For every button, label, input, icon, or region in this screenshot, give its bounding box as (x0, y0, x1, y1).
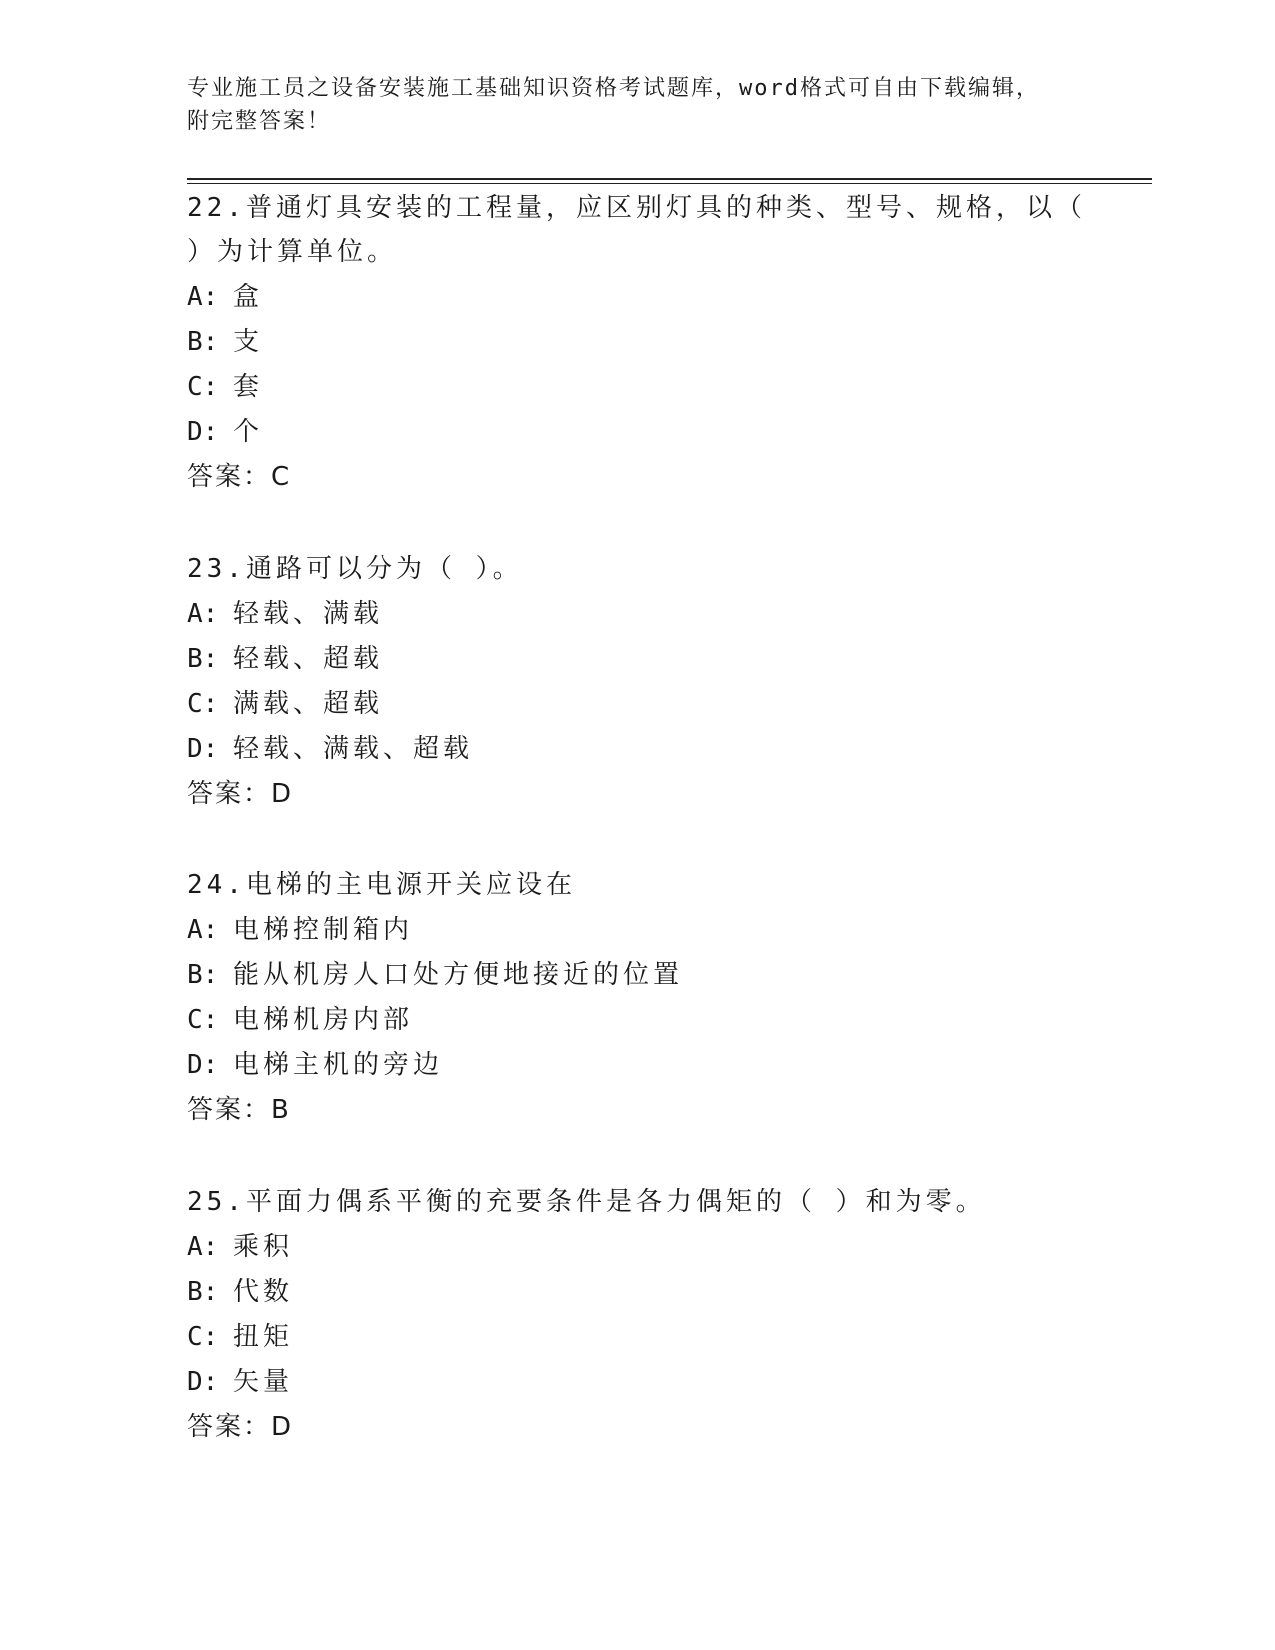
option-b (187, 1275, 293, 1309)
option-letter: C: (187, 689, 219, 719)
option-letter: D: (187, 1367, 219, 1397)
option-text: 能从机房人口处方便地接近的位置 (233, 960, 684, 990)
option-d (187, 1365, 293, 1399)
option-letter: D: (187, 1050, 219, 1080)
option-letter: A: (187, 915, 219, 945)
option-text: 轻载、超载 (233, 644, 384, 674)
option-a (187, 280, 263, 314)
option-letter: C: (187, 1322, 219, 1352)
answer-label: 答案：B (187, 1095, 291, 1125)
option-c (187, 687, 383, 721)
option-text: 套 (233, 372, 264, 402)
option-d (187, 1048, 443, 1082)
option-text: 轻载、满载、超载 (233, 734, 474, 764)
option-text: 电梯机房内部 (233, 1005, 414, 1035)
question-stem: 22.普通灯具安装的工程量，应区别灯具的种类、型号、规格，以（ (187, 193, 1086, 223)
option-letter: B: (187, 1277, 219, 1307)
option-text: 乘积 (233, 1232, 294, 1262)
option-text: 电梯控制箱内 (233, 915, 414, 945)
option-letter: B: (187, 960, 219, 990)
option-text: 代数 (233, 1277, 294, 1307)
option-b (187, 642, 383, 676)
option-d (187, 732, 473, 766)
option-c (187, 1320, 293, 1354)
option-c (187, 1003, 413, 1037)
option-text: 矢量 (233, 1367, 294, 1397)
option-text: 盒 (233, 282, 264, 312)
option-text: 电梯主机的旁边 (233, 1050, 444, 1080)
option-letter: A: (187, 1232, 219, 1262)
option-text: 支 (233, 327, 264, 357)
option-text: 满载、超载 (233, 689, 384, 719)
option-a (187, 597, 383, 631)
option-a (187, 1230, 293, 1264)
option-letter: D: (187, 734, 219, 764)
option-letter: C: (187, 372, 219, 402)
option-letter: A: (187, 599, 219, 629)
option-text: 扭矩 (233, 1322, 294, 1352)
option-b (187, 958, 683, 992)
option-letter: B: (187, 644, 219, 674)
header-divider (187, 178, 1152, 184)
answer-label: 答案：D (187, 779, 294, 809)
option-text: 轻载、满载 (233, 599, 384, 629)
answer-label: 答案：C (187, 462, 292, 492)
option-b (187, 325, 263, 359)
question-stem: 25.平面力偶系平衡的充要条件是各力偶矩的（ ）和为零。 (187, 1187, 986, 1217)
option-a (187, 913, 413, 947)
option-letter: B: (187, 327, 219, 357)
question-stem: 24.电梯的主电源开关应设在 (187, 870, 576, 900)
option-c (187, 370, 263, 404)
option-letter: D: (187, 417, 219, 447)
question-stem-continued: ）为计算单位。 (187, 237, 398, 267)
option-letter: C: (187, 1005, 219, 1035)
header-line-2: 附完整答案！ (187, 109, 332, 134)
question-stem: 23.通路可以分为（ ）。 (187, 554, 523, 584)
option-text: 个 (233, 417, 264, 447)
document-header (187, 72, 1067, 138)
header-line-1: 专业施工员之设备安装施工基础知识资格考试题库，word格式可自由下载编辑， (187, 76, 1040, 101)
option-d (187, 415, 263, 449)
answer-label: 答案：D (187, 1412, 294, 1442)
option-letter: A: (187, 282, 219, 312)
